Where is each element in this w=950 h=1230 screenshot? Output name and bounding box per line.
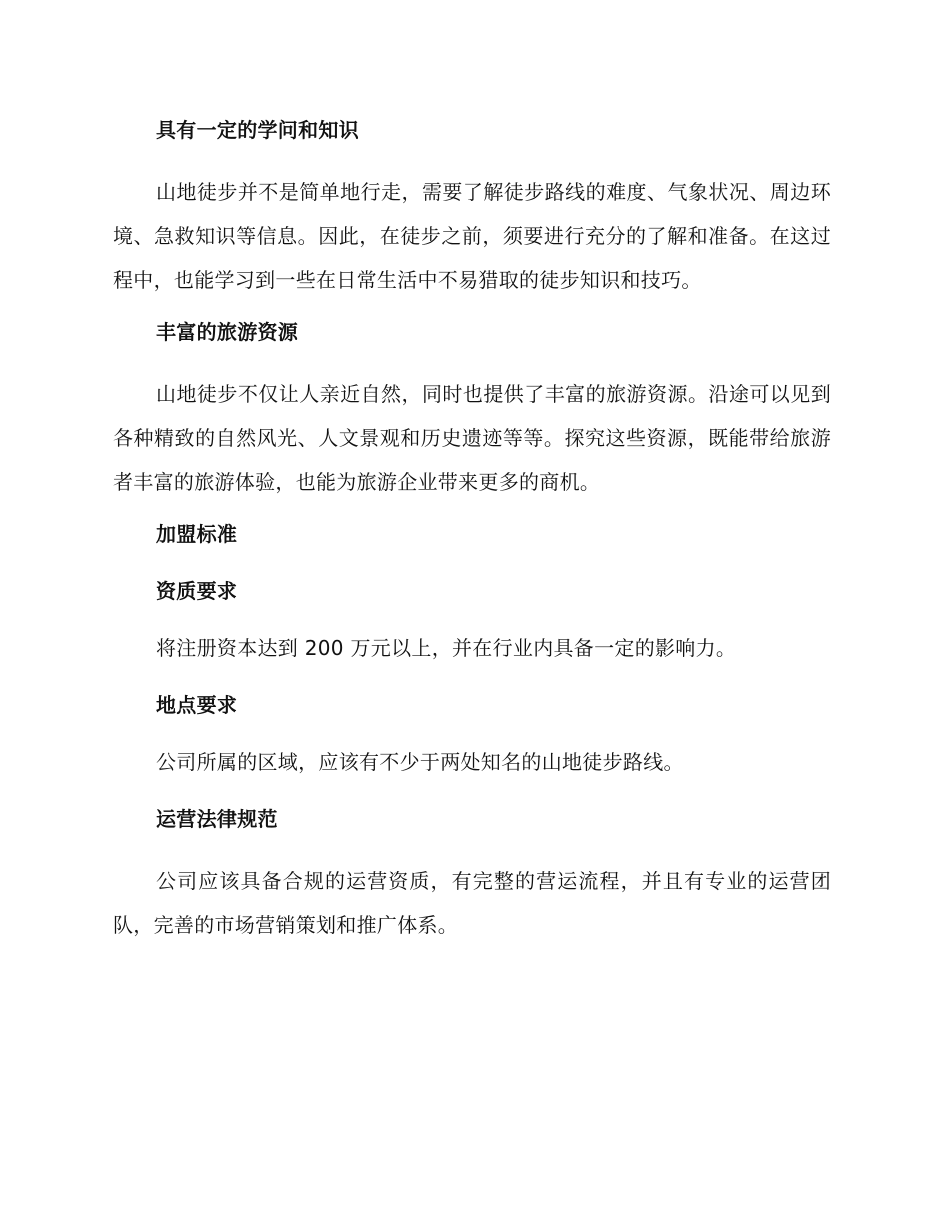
operation-body: 公司应该具备合规的运营资质，有完整的营运流程，并且有专业的运营团队，完善的市场营销策划和推广体系。 bbox=[113, 869, 831, 937]
location-heading: 地点要求 bbox=[156, 693, 238, 717]
section-heading-tourism: 丰富的旅游资源 bbox=[156, 320, 299, 344]
document-content bbox=[113, 113, 831, 960]
operation-heading: 运营法律规范 bbox=[156, 807, 278, 831]
section-body-knowledge: 山地徒步并不是简单地行走，需要了解徒步路线的难度、气象状况、周边环境、急救知识等信息。因此，在徒步之前，须要进行充分的了解和准备。在这过程中，也能学习到一些在日常生活中不易猎取的徒步知识和技巧。 bbox=[113, 180, 831, 292]
location-body: 公司所属的区域，应该有不少于两处知名的山地徒步路线。 bbox=[156, 750, 684, 774]
section-heading-knowledge: 具有一定的学问和知识 bbox=[156, 118, 359, 142]
section-body-tourism: 山地徒步不仅让人亲近自然，同时也提供了丰富的旅游资源。沿途可以见到各种精致的自然风光、人文景观和历史遗迹等等。探究这些资源，既能带给旅游者丰富的旅游体验，也能为旅游企业带来更多的商机。 bbox=[113, 382, 831, 494]
standards-title: 加盟标准 bbox=[156, 522, 238, 546]
qualification-heading: 资质要求 bbox=[156, 579, 238, 603]
qualification-body: 将注册资本达到 200 万元以上，并在行业内具备一定的影响力。 bbox=[156, 636, 737, 660]
